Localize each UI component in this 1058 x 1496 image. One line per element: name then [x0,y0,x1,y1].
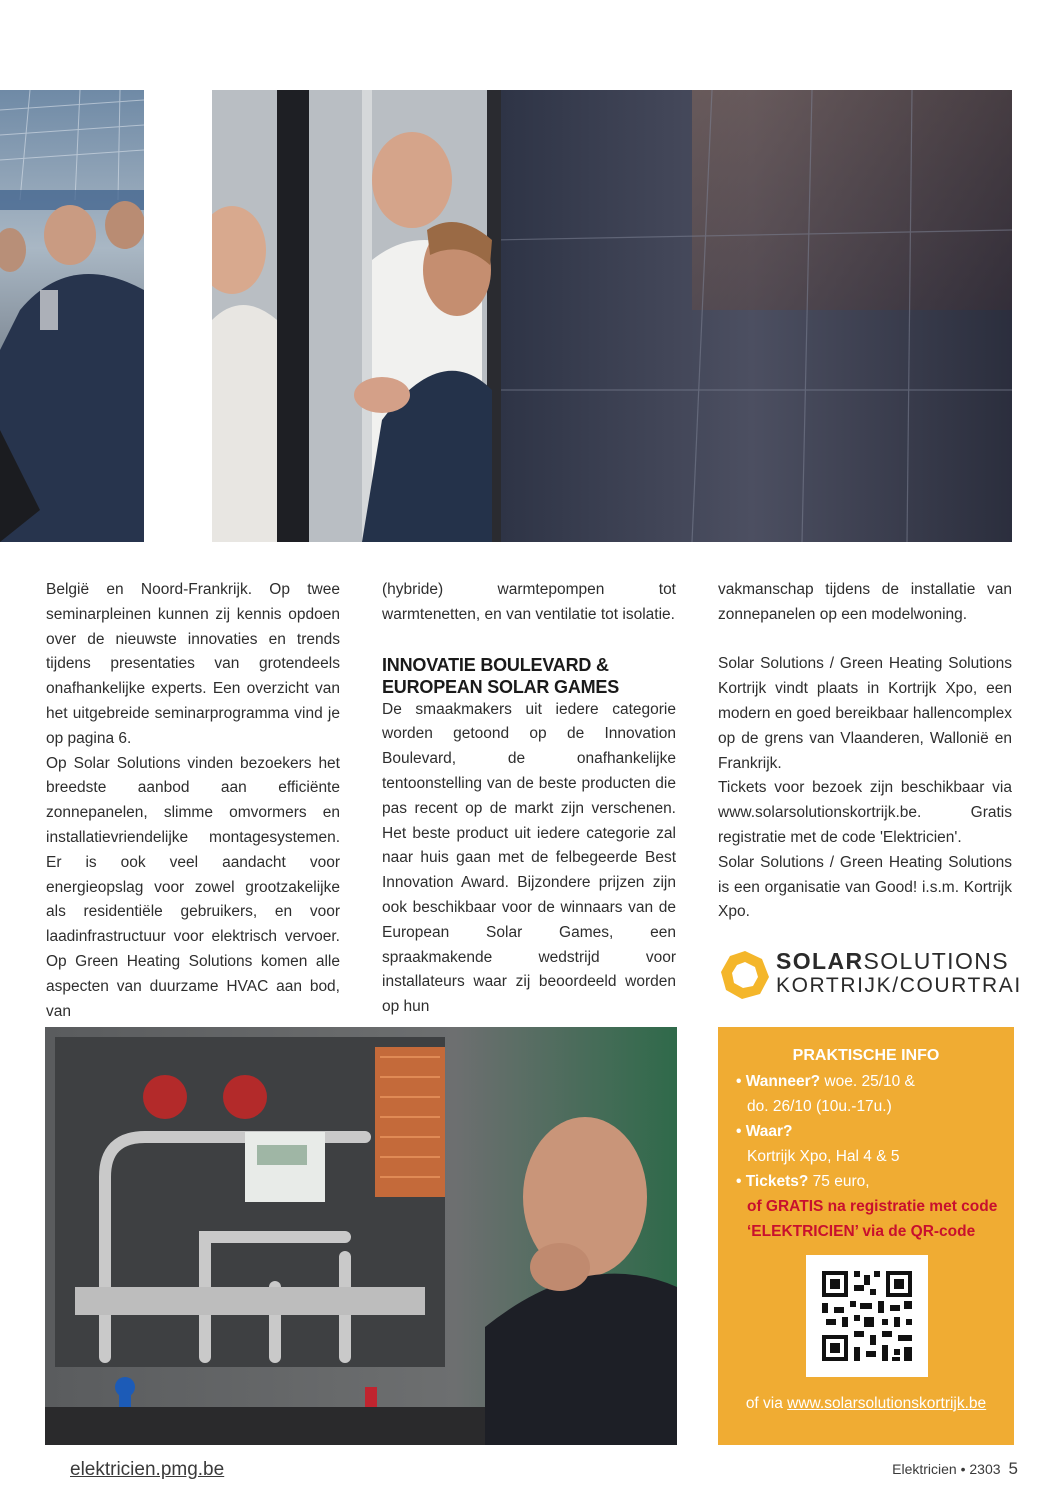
practical-info-box [718,1027,1014,1445]
text-column-3 [718,578,1012,925]
text-column-1 [46,578,340,1024]
footer-issue [892,1459,1018,1479]
qr-code[interactable] [806,1255,928,1377]
qr-code-icon [806,1255,928,1377]
page-number: 5 [1008,1459,1018,1478]
info-when-continued: do. 26/10 (10u.-17u.) [747,1098,892,1115]
logo-subline: KORTRIJK/COURTRAI [776,974,1022,997]
text-column-2 [382,578,676,1020]
info-title: PRAKTISCHE INFO [792,1047,940,1064]
info-free-registration-code: ‘ELEKTRICIEN’ via de QR-code [747,1223,976,1240]
photo-exhibition-crowd [0,90,144,542]
info-where: Kortrijk Xpo, Hal 4 & 5 [747,1148,900,1165]
section-heading [382,654,676,698]
paragraph: Solar Solutions / Green Heating Solutions is een organisatie van Good! i.s.m. Kortrijk Xpo. [718,853,1012,921]
paragraph: België en Noord-Frankrijk. Op twee seminarpleinen kunnen zij kennis opdoen over de nieuwste innovaties en trends tijdens presentaties van grotendeels onafhankelijke experts. Een overzicht van het uitgebreide seminarprogramma vind je op pagina 6. [46,581,340,747]
paragraph: Solar Solutions / Green Heating Solutions Kortrijk vindt plaats in Kortrijk Xpo, een modern en goed bereikbaar hallencomplex op de grens van Vlaanderen, Wallonië en Frankrijk. [718,655,1012,772]
paragraph: Op Solar Solutions vinden bezoekers het breedste aanbod aan efficiënte zonnepanelen, slimme omvormers en installatievriendelijke montagesystemen. Er is ook veel aandacht voor energieopslag voor zowel grootzakelijke als residentiële gebruikers, en voor laadinfrastructuur voor elektrisch vervoer. Op Green Heating Solutions komen alle aspecten van duurzame HVAC aan bod, van [46,754,340,1020]
magazine-issue: Elektricien • 2303 [892,1461,1001,1477]
heading-line: EUROPEAN SOLAR GAMES [382,676,620,697]
paragraph: vakmanschap tijdens de installatie van zonnepanelen op een modelwoning. [718,581,1012,623]
info-list [736,1069,1006,1244]
info-where-label: • Waar? [736,1123,793,1140]
website-link[interactable]: www.solarsolutionskortrijk.be [787,1395,987,1412]
solar-solutions-logo [718,944,1022,1004]
paragraph: (hybride) warmtepompen tot warmtenetten, en van ventilatie tot isolatie. [382,581,676,623]
info-tickets: • Tickets? 75 euro, [736,1173,870,1190]
paragraph: De smaakmakers uit iedere categorie worden getoond op de Innovation Boulevard, de onafhankelijke tentoonstelling van de beste producten die pas recent op de markt zijn verschenen. Het beste product uit iedere categorie zal naar huis gaan met de felbegeerde Best Innovation Award. Bijzondere prijzen zijn ook beschikbaar voor de winnaars van de European Solar Games, een spraakmakende wedstrijd voor installateurs waar zij beoordeeld worden op hun [382,700,676,1016]
info-free-registration: of GRATIS na registratie met code [747,1198,998,1215]
info-footer: of via www.solarsolutionskortrijk.be [745,1395,987,1412]
photo-solar-panel-inspection [212,90,1012,542]
sun-ring-icon [720,950,770,1000]
heading-line: INNOVATIE BOULEVARD & [382,654,609,675]
photo-heat-pump-unit [45,1027,677,1445]
footer-site-link[interactable]: elektricien.pmg.be [70,1459,225,1480]
logo-wordmark: SOLARSOLUTIONS [776,948,1010,974]
paragraph: Tickets voor bezoek zijn beschikbaar via www.solarsolutionskortrijk.be. Gratis registratie met de code 'Elektricien'. [718,779,1012,846]
info-when: • Wanneer? woe. 25/10 & [736,1073,915,1090]
